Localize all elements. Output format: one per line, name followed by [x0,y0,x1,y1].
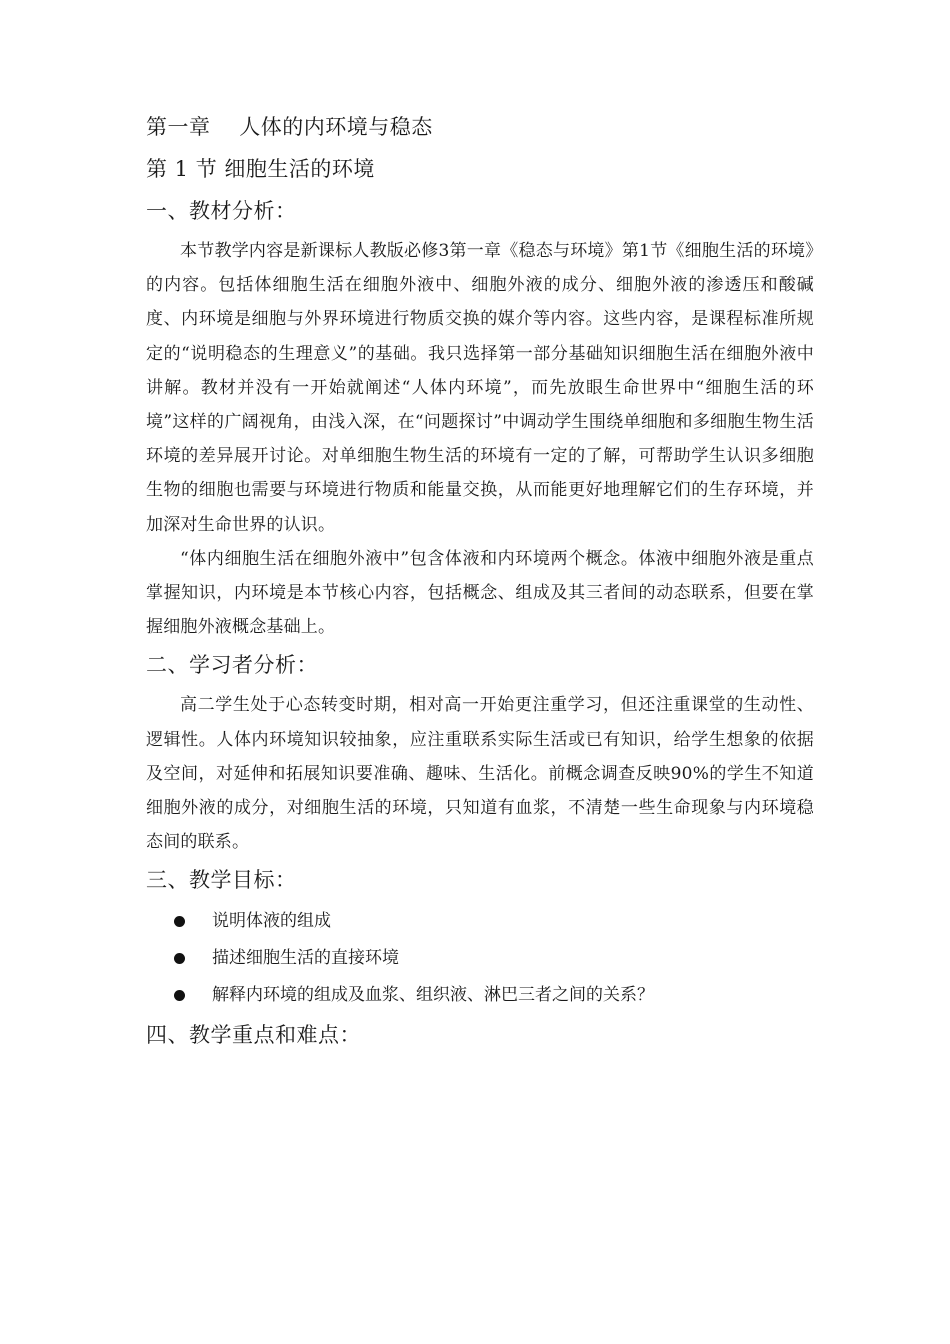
part-teaching-objectives [146,865,814,1014]
list-item-text: 说明体液的组成 [212,911,331,932]
heading-textbook-analysis: 一、教材分析： [146,199,297,223]
list-item [146,903,814,940]
heading-key-points: 四、教学重点和难点： [146,1023,361,1048]
bullet-dot-icon [174,990,185,1001]
bullet-dot-icon [174,953,185,964]
list-item [146,940,814,977]
chapter-title: 第一章 人体的内环境与稳态 [146,115,433,139]
document-page [146,112,814,1058]
paragraph: 高二学生处于心态转变时期，相对高一开始更注重学习，但还注重课堂的生动性、逻辑性。人体内环境知识较抽象，应注重联系实际生活或已有知识，给学生想象的依据及空间，对延伸和拓展知识要准确、趣味、生活化。前概念调查反映90%的学生不知道细胞外液的成分，对细胞生活的环境，只知道有血浆，不清楚一些生命现象与内环境稳态间的联系。 [146,695,814,853]
objectives-list [146,903,814,1014]
heading-learner-analysis: 二、学习者分析： [146,653,318,678]
list-item-text: 描述细胞生活的直接环境 [212,948,399,969]
part-key-points [146,1020,814,1050]
list-item [146,977,814,1014]
paragraph: “体内细胞生活在细胞外液中”包含体液和内环境两个概念。体液中细胞外液是重点掌握知识，内环境是本节核心内容，包括概念、组成及其三者间的动态联系，但要在掌握细胞外液概念基础上。 [146,548,814,638]
bullet-dot-icon [174,916,185,927]
paragraph: 本节教学内容是新课标人教版必修3第一章《稳态与环境》第1节《细胞生活的环境》的内容。包括体细胞生活在细胞外液中、细胞外液的成分、细胞外液的渗透压和酸碱度、内环境是细胞与外界环境进行物质交换的媒介等内容。这些内容，是课程标准所规定的“说明稳态的生理意义”的基础。我只选择第一部分基础知识细胞生活在细胞外液中讲解。教材并没有一开始就阐述“人体内环境”，而先放眼生命世界中“细胞生活的环境”这样的广阔视角，由浅入深，在“问题探讨”中调动学生围绕单细胞和多细胞生物生活环境的差异展开讨论。对单细胞生物生活的环境有一定的了解，可帮助学生认识多细胞生物的细胞也需要与环境进行物质和能量交换，从而能更好地理解它们的生存环境，并加深对生命世界的认识。 [146,241,814,535]
list-item-text: 解释内环境的组成及血浆、组织液、淋巴三者之间的关系？ [212,985,654,1006]
section-title: 第 1 节 细胞生活的环境 [146,157,375,181]
heading-teaching-objectives: 三、教学目标： [146,868,297,893]
part-textbook-analysis [146,196,814,644]
part-learner-analysis [146,650,814,859]
